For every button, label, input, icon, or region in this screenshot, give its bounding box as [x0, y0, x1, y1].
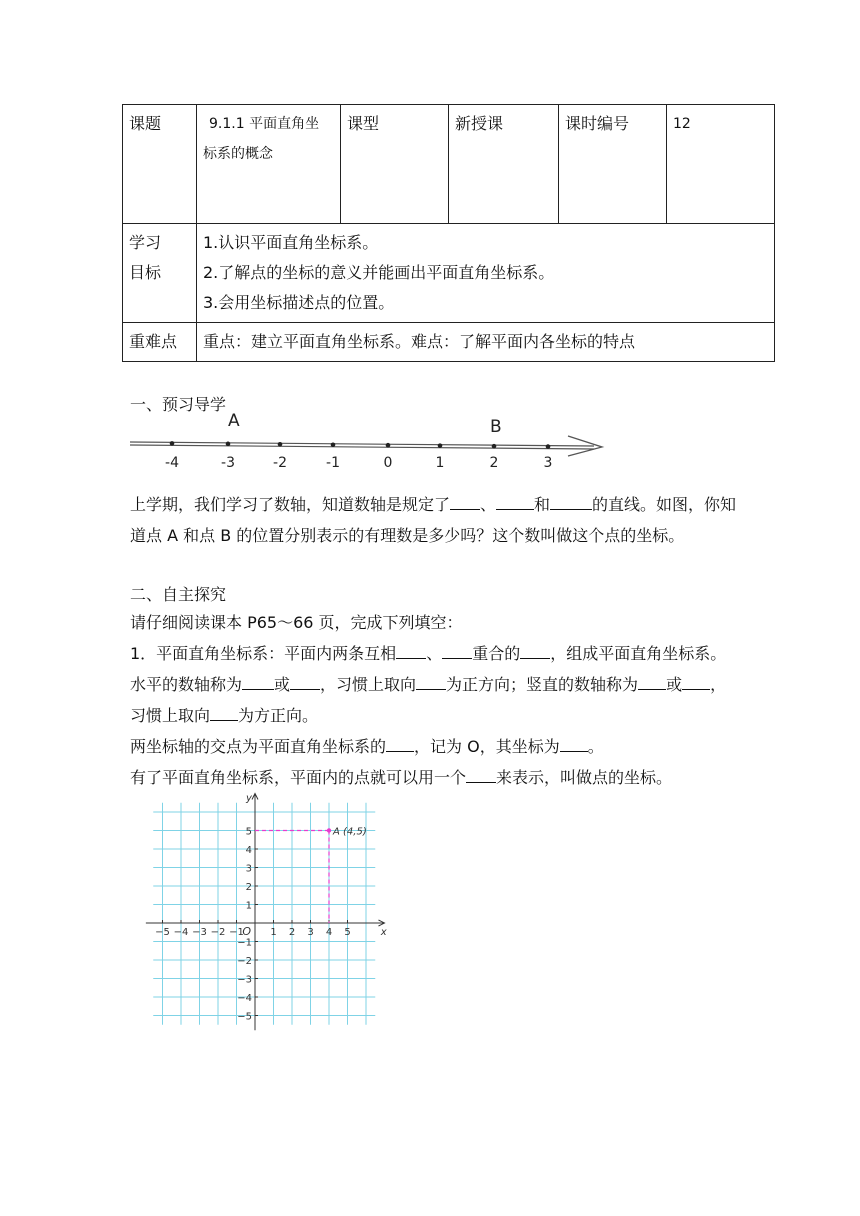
instructions: 请仔细阅读课本 P65～66 页，完成下列填空：	[130, 613, 463, 632]
origin-label: O	[242, 925, 251, 938]
section-title-preview: 一、预习导学	[130, 395, 227, 414]
number-line-tick-label: 0	[383, 455, 393, 471]
number-line-tick-label: 2	[489, 455, 499, 471]
number-line-dot	[278, 442, 283, 447]
text: 或	[274, 675, 291, 694]
point-a-dot	[327, 828, 331, 832]
number-line-dot	[226, 442, 231, 447]
number-line-tick-label: 1	[435, 455, 445, 471]
blank-line[interactable]	[442, 640, 472, 659]
y-tick-label: 2	[245, 882, 252, 893]
blank-line[interactable]	[450, 491, 480, 510]
text: ，记为 O，其坐标为	[414, 737, 560, 756]
goal-item: 2.了解点的坐标的意义并能画出平面直角坐标系。	[203, 263, 555, 282]
x-tick-label: 1	[270, 927, 277, 938]
number-value: 12	[667, 105, 775, 224]
point-a-coordinate-label: A (4,5)	[333, 826, 367, 838]
number-line-figure	[128, 410, 608, 472]
blank-line[interactable]	[290, 671, 320, 690]
y-tick-label: 4	[245, 845, 252, 856]
number-line-dots	[170, 441, 551, 449]
type-label: 课型	[341, 105, 449, 224]
y-tick-label: −3	[237, 974, 252, 986]
number-line-tick-label: 3	[543, 455, 553, 471]
text: ，习惯上取向	[130, 675, 727, 725]
goal-label-line-1: 学习	[129, 233, 162, 252]
y-tick-label: 3	[245, 863, 252, 875]
blank-line[interactable]	[466, 764, 496, 783]
key-label: 重难点	[123, 323, 197, 362]
blank-line[interactable]	[550, 491, 592, 510]
x-tick-label: 3	[307, 927, 314, 938]
text: 来表示，叫做点的坐标。	[496, 768, 673, 787]
goal-label-line-2: 目标	[129, 263, 162, 282]
key-text: 重点：建立平面直角坐标系。难点：了解平面内各坐标的特点	[197, 323, 775, 362]
y-tick-label: −5	[237, 1011, 252, 1023]
text: 。	[587, 737, 604, 756]
table-row	[123, 224, 775, 323]
number-line-dot	[386, 443, 391, 448]
text: 或	[666, 675, 683, 694]
x-tick-label: −2	[210, 927, 226, 938]
paragraph-number-axis	[130, 489, 740, 551]
x-tick-label: 5	[344, 927, 351, 938]
number-line-tick-label: -3	[221, 455, 235, 471]
text: 为正方向；竖直的数轴称为	[446, 675, 639, 694]
text: 、	[426, 644, 443, 663]
x-tick-label: 4	[325, 927, 333, 938]
y-tick-label: 5	[245, 826, 252, 838]
blank-line[interactable]	[210, 702, 238, 721]
goal-item: 3.会用坐标描述点的位置。	[203, 293, 395, 312]
blank-line[interactable]	[560, 733, 588, 752]
y-tick-label: 1	[245, 900, 252, 912]
blank-line[interactable]	[386, 733, 414, 752]
lesson-info-table	[122, 104, 775, 362]
x-tick-label: −3	[192, 927, 207, 938]
x-tick-label: −5	[155, 927, 170, 938]
y-tick-label: −4	[237, 993, 252, 1004]
fill-in-origin	[130, 731, 740, 762]
table-row	[123, 323, 775, 362]
blank-line[interactable]	[520, 640, 550, 659]
coordinate-grid-figure	[140, 790, 387, 1030]
topic-label: 课题	[123, 105, 197, 224]
text: 的直线。如图，你知道点 A 和点 B 的位置分别表示的有理数是多少吗？这个数叫做这个点的坐标。	[130, 495, 737, 545]
x-axis-label: x	[380, 927, 387, 938]
number-line-tick-label: -1	[326, 455, 340, 471]
x-tick-label: −1	[229, 927, 244, 938]
section-title-explore: 二、自主探究	[130, 585, 227, 604]
blank-line[interactable]	[638, 671, 666, 690]
number-line-dot	[438, 443, 443, 448]
topic-value	[197, 105, 341, 224]
blank-line[interactable]	[416, 671, 446, 690]
x-tick-label: 2	[288, 927, 296, 938]
x-tick-label: −4	[173, 927, 189, 938]
blank-line[interactable]	[682, 671, 710, 690]
text: 重合的	[472, 644, 521, 663]
text: 1．平面直角坐标系：平面内两条互相	[130, 644, 397, 663]
text: 和	[534, 495, 551, 514]
topic-line-2: 标系的概念	[203, 146, 273, 162]
number-line-dot	[546, 444, 551, 449]
number-line-labels	[165, 455, 552, 471]
text: ，习惯上取向	[320, 675, 417, 694]
y-tick-label: −2	[237, 956, 252, 967]
fill-in-coordinate-system	[130, 638, 740, 731]
text: ，组成平面直角坐标系。水平的数轴称为	[130, 644, 727, 694]
table-row	[123, 105, 775, 224]
text: 为方正向。	[238, 706, 319, 725]
blank-line[interactable]	[496, 491, 534, 510]
topic-line-1: 9.1.1 平面直角坐	[209, 116, 320, 132]
text: 上学期，我们学习了数轴，知道数轴是规定了	[130, 495, 451, 514]
number-line-tick-label: -2	[273, 455, 287, 471]
text: 有了平面直角坐标系，平面内的点就可以用一个	[130, 768, 467, 787]
number-label: 课时编号	[559, 105, 667, 224]
blank-line[interactable]	[242, 671, 274, 690]
y-axis-label: y	[246, 792, 252, 804]
number-line-dot	[492, 444, 497, 449]
point-b-label: B	[490, 417, 502, 437]
number-line-tick-label: -4	[165, 455, 179, 471]
goal-list	[197, 224, 775, 323]
fill-in-ordered-pair	[130, 762, 740, 793]
goal-item: 1.认识平面直角坐标系。	[203, 233, 379, 252]
goal-label	[123, 224, 197, 323]
blank-line[interactable]	[396, 640, 426, 659]
type-value: 新授课	[449, 105, 559, 224]
number-line-dot	[170, 441, 175, 446]
text: 、	[480, 495, 497, 514]
point-a-label: A	[228, 411, 240, 431]
text: 两坐标轴的交点为平面直角坐标系的	[130, 737, 387, 756]
number-line-dot	[331, 442, 336, 447]
y-tick-label: −1	[237, 937, 252, 949]
